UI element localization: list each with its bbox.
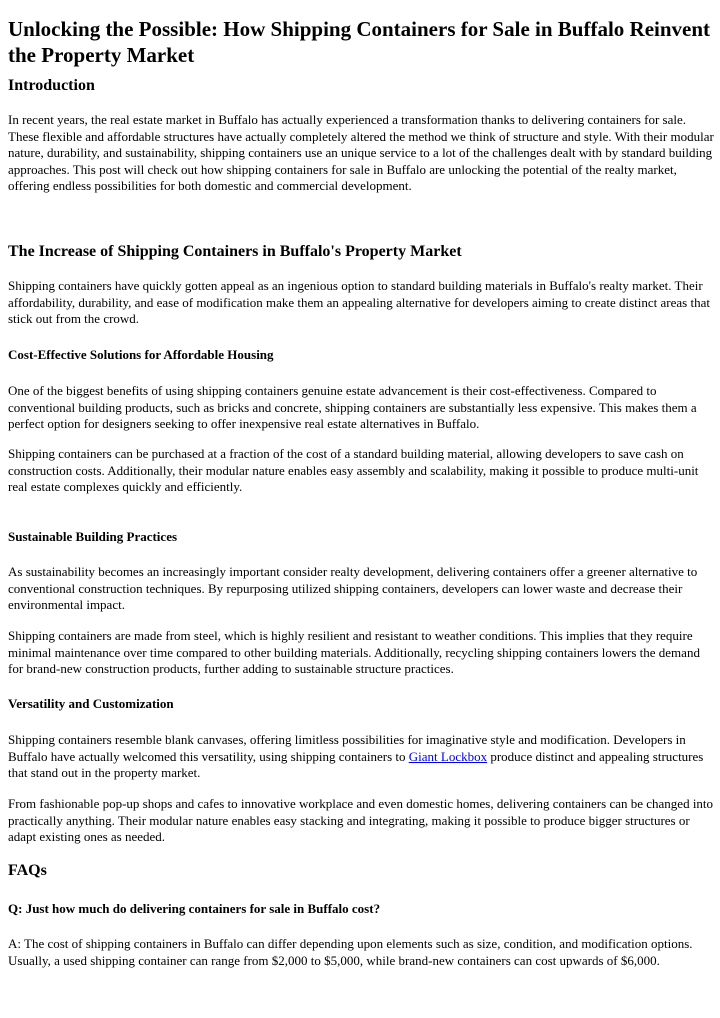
versatility-paragraph-2: From fashionable pop-up shops and cafes to innovative workplace and even domestic homes, delivering containers can be changed into practically anything. Their modular nature enables easy stacking and integrating, making it possible to produce bigger structures or adapt existing ones as needed. bbox=[8, 796, 714, 844]
cost-paragraph-2: Shipping containers can be purchased at a fraction of the cost of a standard building material, allowing developers to save cash on construction costs. Additionally, their modular nature enables easy assembly and scalability, making it possible to produce multi-unit real estate complexes quickly and efficiently. bbox=[8, 446, 699, 494]
sustain-heading: Sustainable Building Practices bbox=[8, 529, 178, 544]
versatility-text-after: produce distinct and appealing structures that stand out in the property market. bbox=[8, 748, 704, 780]
increase-heading: The Increase of Shipping Containers in Buffalo's Property Market bbox=[8, 243, 462, 260]
faq-answer-1: A: The cost of shipping containers in Buffalo can differ depending upon elements such as size, condition, and modification options. Usually, a used shipping container can range from $2,000 to $5,000, while brand-new containers can cost upwards of $6,000. bbox=[8, 936, 693, 968]
article-title: Unlocking the Possible: How Shipping Containers for Sale in Buffalo Reinvent the Property Market bbox=[8, 17, 711, 67]
intro-paragraph: In recent years, the real estate market in Buffalo has actually experienced a transformation thanks to delivering containers for sale. These flexible and affordable structures have actually completely altered the method we think of structure and style. With their modular nature, durability, and sustainability, shipping containers use an unique service to a lot of the challenges dealt with by standard building approaches. This post will check out how shipping containers for sale in Buffalo are unlocking the potential of the realty market, offering endless possibilities for both domestic and commercial development. bbox=[8, 112, 714, 193]
giant-lockbox-link[interactable]: Giant Lockbox bbox=[408, 748, 488, 764]
cost-paragraph-1: One of the biggest benefits of using shipping containers genuine estate advancement is their cost-effectiveness. Compared to conventional building products, such as bricks and concrete, shipping containers are substantially less expensive. This makes them a perfect option for designers seeking to offer inexpensive real estate alternatives in Buffalo. bbox=[8, 383, 697, 431]
versatility-heading: Versatility and Customization bbox=[8, 696, 174, 711]
faq-question-1: Q: Just how much do delivering containers for sale in Buffalo cost? bbox=[8, 901, 381, 916]
faqs-heading: FAQs bbox=[8, 862, 47, 879]
sustain-paragraph-2: Shipping containers are made from steel, which is highly resilient and resistant to weather conditions. This implies that they require minimal maintenance over time compared to other building materials. Additionally, recycling shipping containers lowers the demand for brand-new construction products, further adding to sustainable structure practices. bbox=[8, 628, 700, 676]
increase-paragraph: Shipping containers have quickly gotten appeal as an ingenious option to standard building materials in Buffalo's realty market. Their affordability, durability, and ease of modification make them an appealing alternative for developers aiming to create distinct areas that stick out from the crowd. bbox=[8, 278, 710, 326]
versatility-paragraph-1 bbox=[8, 732, 714, 782]
sustain-paragraph-1: As sustainability becomes an increasingly important consider realty development, delivering containers offer a greener alternative to conventional construction techniques. By repurposing utilized shipping containers, developers can lower waste and decrease their environmental impact. bbox=[8, 564, 698, 612]
intro-heading: Introduction bbox=[8, 77, 95, 94]
versatility-text-before: Shipping containers resemble blank canvases, offering limitless possibilities for imaginative style and modification. Developers in Buffalo have actually welcomed this versatility, using shipping containers to bbox=[8, 732, 686, 764]
cost-heading: Cost-Effective Solutions for Affordable Housing bbox=[8, 347, 274, 362]
